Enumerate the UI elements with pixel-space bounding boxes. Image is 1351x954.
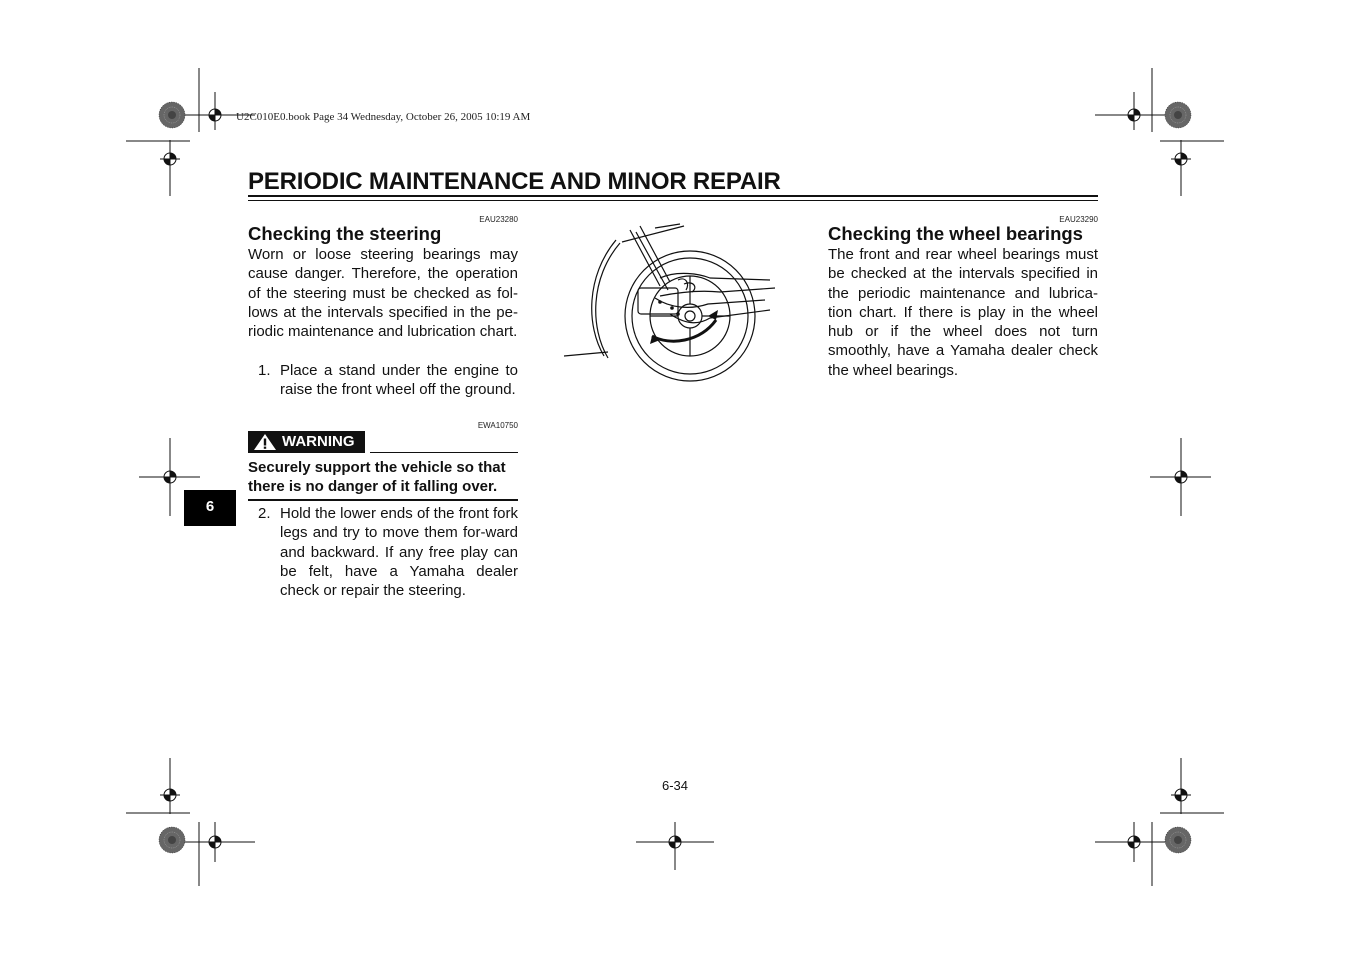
section-heading-wheel-bearings: Checking the wheel bearings — [828, 223, 1083, 244]
title-rule-bottom — [248, 200, 1098, 201]
title-rule-top — [248, 195, 1098, 197]
warning-triangle-icon — [253, 433, 277, 451]
warning-code: EWA10750 — [477, 421, 518, 430]
book-info-line: U2C010E0.book Page 34 Wednesday, October 26, 2005 10:19 AM — [236, 111, 531, 123]
chapter-tab: 6 — [184, 490, 236, 526]
page-number: 6-34 — [661, 778, 689, 793]
warning-end-rule — [248, 499, 518, 501]
warning-label: WARNING — [282, 433, 355, 450]
warning-rule — [370, 452, 518, 453]
step-text: Hold the lower ends of the front fork legs and try to move them for-ward and backward. If any free play can be felt, have a Yamaha dealer check or repair the steering. — [280, 505, 518, 600]
section-heading-steering: Checking the steering — [248, 223, 442, 244]
step-number: 2. — [258, 505, 271, 522]
section-code: EAU23290 — [1059, 215, 1098, 224]
section-code: EAU23280 — [479, 215, 518, 224]
warning-text: Securely support the vehicle so that there is no danger of it falling over. — [248, 459, 506, 496]
wheel-bearings-text: The front and rear wheel bearings must be checked at the intervals specified in the periodic maintenance and lubrica-tion chart. If there is play in the wheel hub or if the wheel does not turn smoothly, have a Yamaha dealer check the wheel bearings. — [828, 246, 1098, 379]
chapter-title: PERIODIC MAINTENANCE AND MINOR REPAIR — [248, 168, 781, 195]
warning-badge — [248, 431, 365, 453]
steering-intro: Worn or loose steering bearings may cause danger. Therefore, the operation of the steering must be checked as fol-lows at the intervals specified in the pe-riodic maintenance and lubrication chart. — [248, 246, 518, 341]
step-text: Place a stand under the engine to raise the front wheel off the ground. — [280, 362, 518, 399]
step-number: 1. — [258, 362, 271, 379]
front-wheel-illustration — [560, 218, 780, 393]
